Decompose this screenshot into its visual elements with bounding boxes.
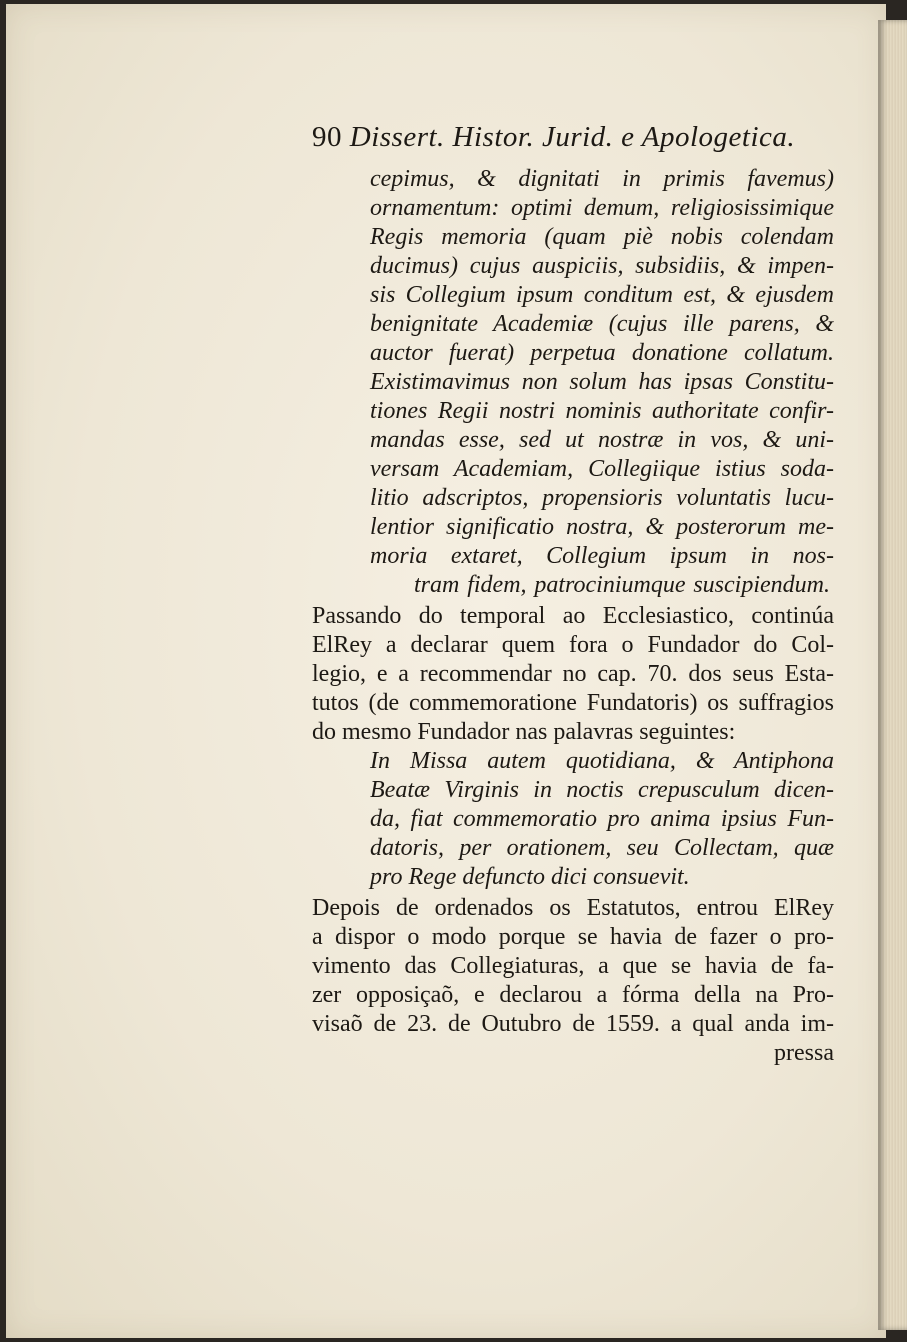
text-line: ElRey a declarar quem fora o Fundador do Col- (312, 632, 834, 658)
text-line: mandas esse, sed ut nostræ in vos, & uni- (370, 427, 834, 453)
text-line: tiones Regii nostri nominis authoritate confir- (370, 398, 834, 424)
page-number: 90 (312, 121, 342, 153)
text-line: datoris, per orationem, seu Collectam, quæ (370, 835, 834, 861)
text-line: zer opposiçaõ, e declarou a fórma della na Pro- (312, 982, 834, 1008)
page-header (312, 122, 795, 152)
text-line: moria extaret, Collegium ipsum in nos- (370, 543, 834, 569)
text-line: lentior significatio nostra, & posterorum me- (370, 514, 834, 540)
text-line: benignitate Academiæ (cujus ille parens, & (370, 311, 834, 337)
text-line: pro Rege defuncto dici consuevit. (370, 864, 690, 890)
running-head: Dissert. Histor. Jurid. e Apologetica. (349, 121, 796, 153)
text-line: tutos (de commemoratione Fundatoris) os suffragios (312, 690, 834, 716)
text-line: a dispor o modo porque se havia de fazer o pro- (312, 924, 834, 950)
text-line: Depois de ordenados os Estatutos, entrou ElRey (312, 895, 834, 921)
text-line: vimento das Collegiaturas, a que se havia de fa- (312, 953, 834, 979)
text-line: sis Collegium ipsum conditum est, & ejusdem (370, 282, 834, 308)
text-line: versam Academiam, Collegiique istius soda- (370, 456, 834, 482)
text-line: do mesmo Fundador nas palavras seguintes: (312, 719, 736, 745)
text-line: da, fiat commemoratio pro anima ipsius Fun- (370, 806, 834, 832)
text-line: Existimavimus non solum has ipsas Constitu- (370, 369, 834, 395)
catchword: pressa (774, 1040, 834, 1066)
text-line: ornamentum: optimi demum, religiosissimique (370, 195, 834, 221)
text-line: In Missa autem quotidiana, & Antiphona (370, 748, 834, 774)
text-line: Beatæ Virginis in noctis crepusculum dicen- (370, 777, 834, 803)
text-line: ducimus) cujus auspiciis, subsidiis, & impen- (370, 253, 834, 279)
text-line: visaõ de 23. de Outubro de 1559. a qual anda im- (312, 1011, 834, 1037)
text-line: cepimus, & dignitati in primis favemus) (370, 166, 834, 192)
text-line: Regis memoria (quam piè nobis colendam (370, 224, 834, 250)
text-line: auctor fuerat) perpetua donatione collatum. (370, 340, 834, 366)
text-line: litio adscriptos, propensioris voluntatis lucu- (370, 485, 834, 511)
text-line: legio, e a recommendar no cap. 70. dos seus Esta- (312, 661, 834, 687)
text-line: Passando do temporal ao Ecclesiastico, continúa (312, 603, 834, 629)
text-line: tram fidem, patrociniumque suscipiendum. (414, 572, 830, 598)
